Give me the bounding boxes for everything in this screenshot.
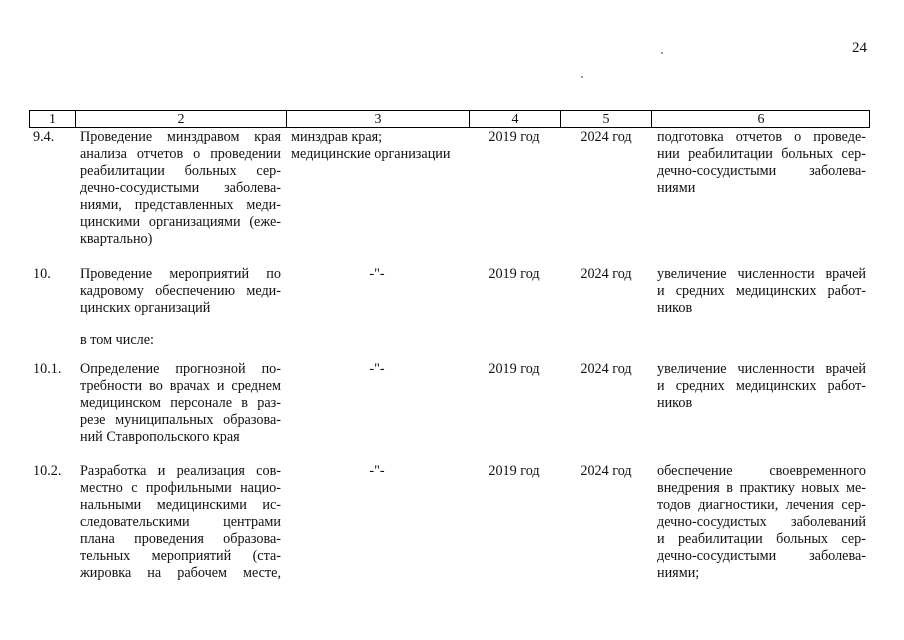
text-line: реабилитации больных сер- (80, 163, 281, 179)
scan-speck (661, 52, 663, 54)
text-line: анализа отчетов о проведении (80, 146, 281, 162)
text-line: цинскими организациями (еже- (80, 214, 281, 230)
text-line: медицинском персонале в раз- (80, 395, 281, 411)
text-line: подготовка отчетов о проведе- (657, 129, 866, 145)
text-line: ний Ставропольского края (80, 429, 240, 445)
end-year: 2024 год (580, 129, 632, 145)
text-line: ников (657, 300, 693, 316)
text-line: обеспечение своевременного (657, 463, 866, 479)
executor: -"- (369, 463, 385, 479)
header-col-2: 2 (76, 111, 287, 127)
text-line: ниями, представленных меди- (80, 197, 281, 213)
text-line: и средних медицинских работ- (657, 283, 866, 299)
header-col-4: 4 (470, 111, 561, 127)
text-line: местно с профильными нацио- (80, 480, 281, 496)
text-line: требности во врачах и среднем (80, 378, 281, 394)
row-number: 10.2. (33, 463, 62, 479)
text-line: внедрения в практику новых ме- (657, 480, 866, 496)
header-col-6: 6 (757, 112, 765, 127)
activity-name (80, 129, 281, 248)
activity-name (80, 266, 281, 317)
row-number: 9.4. (33, 129, 55, 145)
end-year: 2024 год (580, 266, 632, 282)
activity-name (80, 463, 281, 582)
text-line: цинских организаций (80, 300, 211, 316)
text-line: следовательскими центрами (80, 514, 281, 530)
text-line: нальными медицинскими ис- (80, 497, 281, 513)
text-line: резе муниципальных образова- (80, 412, 281, 428)
text-line: квартально) (80, 231, 153, 247)
executor: -"- (369, 266, 385, 282)
text-line: Проведение мероприятий по (80, 266, 281, 282)
expected-result (657, 463, 866, 582)
start-year: 2019 год (488, 463, 540, 479)
text-line: увеличение численности врачей (657, 266, 866, 282)
text-line: Определение прогнозной по- (80, 361, 281, 377)
text-line: увеличение численности врачей (657, 361, 866, 377)
header-col-1: 1 (30, 111, 76, 127)
start-year: 2019 год (488, 129, 540, 145)
header-col-3: 3 (287, 111, 470, 127)
text-line: медицинские организации (291, 146, 451, 162)
header-col-5: 5 (561, 111, 652, 127)
text-line: жировка на рабочем месте, (80, 565, 281, 581)
text-line: и реабилитации больных сер- (657, 531, 866, 547)
end-year: 2024 год (580, 361, 632, 377)
start-year: 2019 год (488, 266, 540, 282)
text-line: тодов диагностики, лечения сер- (657, 497, 866, 513)
text-line: и средних медицинских работ- (657, 378, 866, 394)
text-line: нии реабилитации больных сер- (657, 146, 866, 162)
text-line: минздрав края; (291, 129, 383, 145)
row-note: в том числе: (80, 332, 154, 348)
scan-speck (581, 76, 583, 78)
start-year: 2019 год (488, 361, 540, 377)
text-line: дечно-сосудистыми заболева- (657, 548, 866, 564)
expected-result (657, 129, 866, 197)
expected-result (657, 266, 866, 317)
text-line: дечно-сосудистыми заболева- (80, 180, 281, 196)
end-year: 2024 год (580, 463, 632, 479)
text-line: ниями; (657, 565, 700, 581)
row-number: 10.1. (33, 361, 62, 377)
activity-name (80, 361, 281, 446)
text-line: Разработка и реализация сов- (80, 463, 281, 479)
page-number: 24 (852, 40, 867, 56)
text-line: плана проведения образова- (80, 531, 281, 547)
text-line: Проведение минздравом края (80, 129, 281, 145)
text-line: дечно-сосудистых заболеваний (657, 514, 866, 530)
executor: -"- (369, 361, 385, 377)
text-line: ников (657, 395, 693, 411)
text-line: тельных мероприятий (ста- (80, 548, 281, 564)
text-line: ниями (657, 180, 696, 196)
row-number: 10. (33, 266, 51, 282)
executor (291, 129, 466, 163)
table-header-row (29, 110, 870, 128)
text-line: кадровому обеспечению меди- (80, 283, 281, 299)
expected-result (657, 361, 866, 412)
text-line: дечно-сосудистыми заболева- (657, 163, 866, 179)
